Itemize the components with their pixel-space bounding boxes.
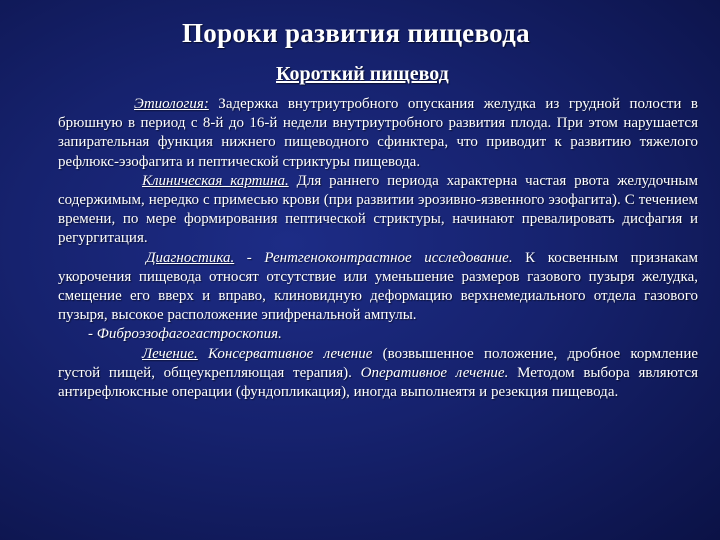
etiology-paragraph bbox=[58, 95, 698, 172]
endoscopy-dash: - bbox=[88, 326, 97, 343]
etiology-text: Задержка внутриутробного опускания желудка из грудной полости в брюшную в период с 8-й до 16-й недели внутриутробного развития плода. При этом нарушается запирательная функция нижнего пищеводного сфинктера, что приводит к развитию тяжелого рефлюкс-эзофагита и пептической стриктуры пищевода. bbox=[58, 96, 698, 170]
endoscopy-paragraph bbox=[58, 325, 698, 344]
treatment-paragraph bbox=[58, 345, 698, 403]
diagnostics-label: Диагностика. bbox=[146, 249, 235, 266]
conservative-label: Консервативное лечение bbox=[197, 345, 373, 362]
clinical-text: Для раннего периода характерна частая рвота желудочным содержимым, нередко с примесью крови (при развитии эрозивно-язвенного эзофагита). С течением времени, по мере формирования пептической стриктуры, начинают превалировать дисфагия и регургитация. bbox=[58, 172, 698, 247]
etiology-label: Этиология: bbox=[134, 96, 209, 112]
slide-title: Пороки развития пищевода bbox=[182, 18, 530, 48]
endoscopy-method: Фиброэзофагогастроскопия. bbox=[96, 326, 282, 343]
slide-subtitle: Короткий пищевод bbox=[276, 63, 449, 85]
conservative-text: (возвышенное положение, дробное кормление густой пищей, общеукрепляющая терапия). bbox=[58, 345, 698, 381]
diagnostics-text: К косвенным признакам укорочения пищевода относят отсутствие или уменьшение размеров газового пузыря желудка, смещение его вверх и вправо, клиновидную деформацию верхнемедиального отдела газового пузыря, высокое расположение эпифренальной ампулы. bbox=[58, 249, 698, 324]
diagnostics-paragraph bbox=[58, 249, 698, 326]
clinical-label: Клиническая картина. bbox=[142, 172, 289, 189]
operative-label: Оперативное лечение. bbox=[360, 364, 509, 381]
operative-text: Методом выбора являются антирефлюксные операции (фундопликация), иногда выполнеятя и резекция пищевода. bbox=[58, 364, 698, 401]
slide-body bbox=[58, 95, 698, 402]
diagnostics-method: - Рентгеноконтрастное исследование. bbox=[234, 249, 513, 266]
clinical-paragraph bbox=[58, 172, 698, 249]
treatment-label: Лечение. bbox=[142, 345, 198, 362]
